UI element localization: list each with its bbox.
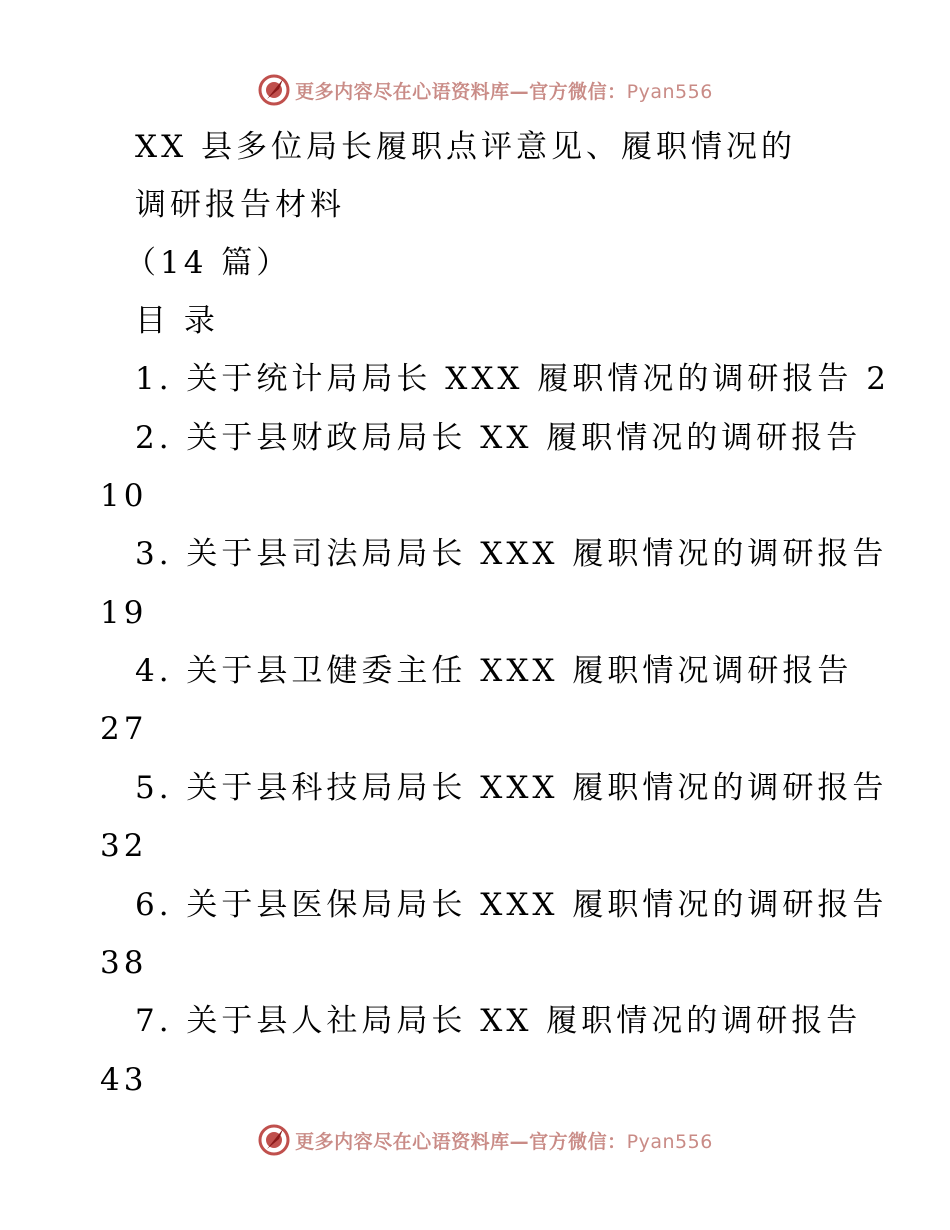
- watermark-group: [257, 73, 713, 107]
- toc-item-5-page: 32: [100, 828, 148, 864]
- toc-item-1: 1. 关于统计局局长 XXX 履职情况的调研报告 2: [135, 361, 890, 397]
- watermark-text: [295, 1127, 713, 1154]
- watermark-id: Pyan556: [626, 80, 713, 103]
- toc-item-2-page: 10: [100, 478, 148, 514]
- toc-item-3: 3. 关于县司法局局长 XXX 履职情况的调研报告: [135, 536, 888, 572]
- toc-item-3-page: 19: [100, 595, 148, 631]
- footer-watermark: [0, 1120, 950, 1160]
- document-title-line1: XX 县多位局长履职点评意见、履职情况的: [135, 129, 796, 165]
- toc-item-4: 4. 关于县卫健委主任 XXX 履职情况调研报告: [135, 653, 853, 689]
- document-count: （14 篇）: [125, 245, 292, 281]
- toc-item-6: 6. 关于县医保局局长 XXX 履职情况的调研报告: [135, 887, 888, 923]
- watermark-group: [257, 1123, 713, 1157]
- watermark-id: Pyan556: [626, 1130, 713, 1153]
- toc-item-7: 7. 关于县人社局局长 XX 履职情况的调研报告: [135, 1003, 862, 1039]
- toc-item-5: 5. 关于县科技局局长 XXX 履职情况的调研报告: [135, 770, 888, 806]
- toc-item-7-page: 43: [100, 1062, 148, 1098]
- toc-item-2: 2. 关于县财政局局长 XX 履职情况的调研报告: [135, 420, 862, 456]
- watermark-prefix: 更多内容尽在心语资料库—官方微信：: [295, 1130, 627, 1153]
- quill-logo-icon: [257, 1123, 291, 1157]
- toc-heading: 目 录: [135, 303, 219, 339]
- document-title-line2: 调研报告材料: [135, 187, 345, 223]
- quill-logo-icon: [257, 73, 291, 107]
- toc-item-6-page: 38: [100, 945, 148, 981]
- watermark-prefix: 更多内容尽在心语资料库—官方微信：: [295, 80, 627, 103]
- toc-item-4-page: 27: [100, 711, 148, 747]
- watermark-text: [295, 77, 713, 104]
- header-watermark: [0, 70, 950, 110]
